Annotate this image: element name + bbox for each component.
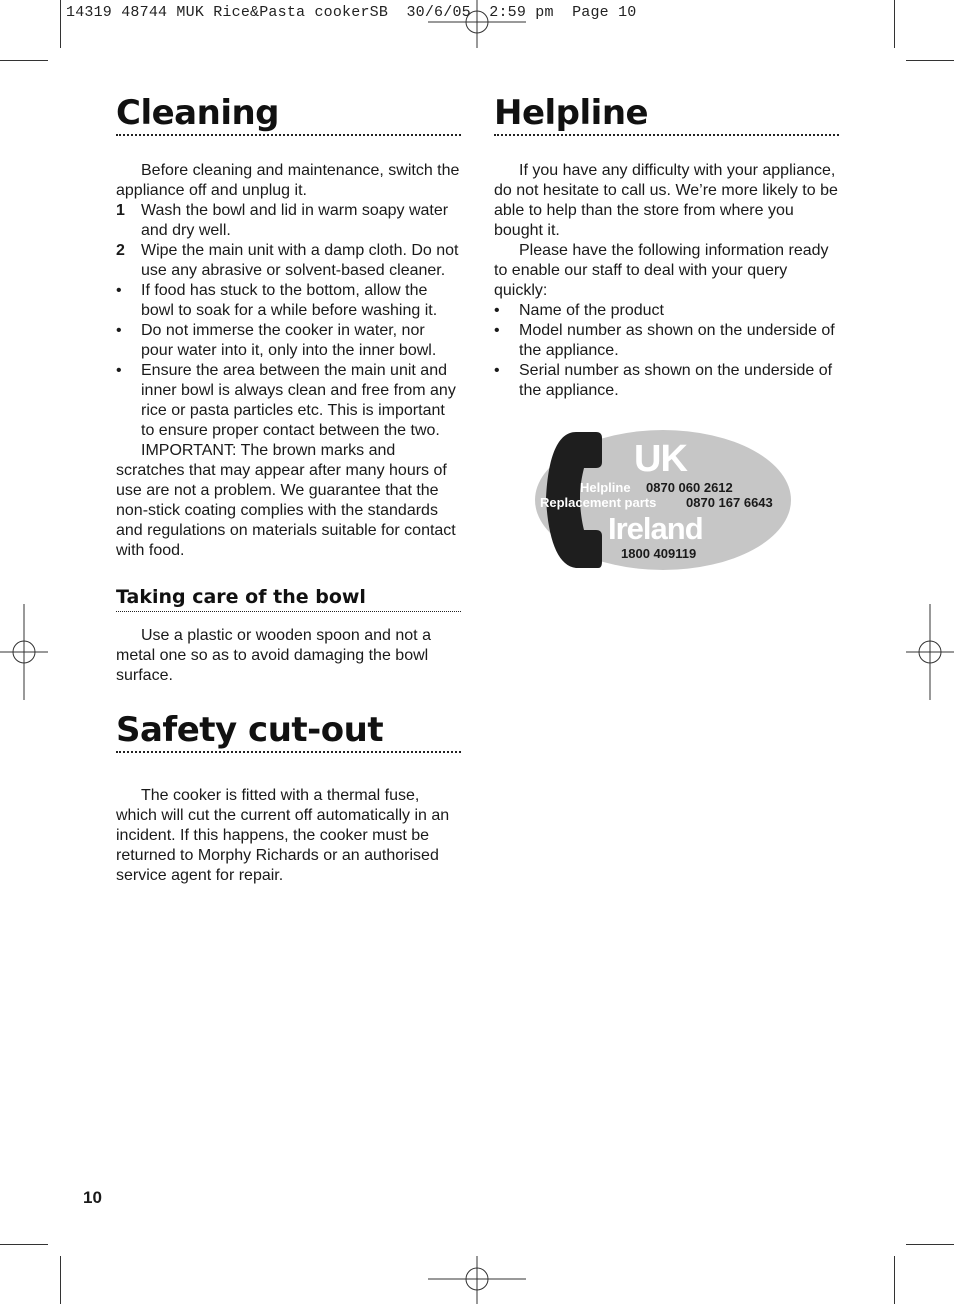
safety-text: The cooker is fitted with a thermal fuse, which will cut the current off automatically in an incident. If this happens, the cooker must be returned to Morphy Richards or an authorised service agent for repair. [116, 787, 450, 884]
cleaning-list [116, 201, 461, 441]
list-item: • Do not immerse the cooker in water, nor pour water into it, only into the inner bowl. [116, 322, 437, 359]
bowl-care-heading: Taking care of the bowl [116, 586, 366, 608]
page-number: 10 [83, 1188, 102, 1207]
crop-mark [894, 0, 895, 48]
list-item: • Ensure the area between the main unit and inner bowl is always clean and free from any rice or pasta particles etc. This is important to ensure proper contact between the two. [116, 362, 456, 439]
replacement-parts-number: 0870 167 6643 [686, 495, 773, 510]
list-item: • Model number as shown on the underside of the appliance. [494, 322, 835, 359]
helpline-label: Helpline [580, 480, 631, 495]
important-note: IMPORTANT: The brown marks and scratches that may appear after many hours of use are not a problem. We guarantee that the non-stick coating complies with the standards and regulations on materials suitable for contact with food. [116, 442, 456, 559]
bowl-care-text: Use a plastic or wooden spoon and not a metal one so as to avoid damaging the bowl surface. [116, 627, 431, 684]
crop-mark [60, 1256, 61, 1304]
registration-mark-icon [428, 1256, 526, 1304]
list-item: 1 Wash the bowl and lid in warm soapy water and dry well. [116, 202, 449, 239]
registration-mark-icon [0, 604, 48, 700]
left-column [116, 92, 461, 886]
uk-label: UK [634, 438, 687, 480]
list-item: 2 Wipe the main unit with a damp cloth. Do not use any abrasive or solvent-based cleaner. [116, 242, 459, 279]
registration-mark-icon [906, 604, 954, 700]
helpline-para-2: Please have the following information ready to enable our staff to deal with your query quickly: [494, 242, 829, 299]
cleaning-intro: Before cleaning and maintenance, switch the appliance off and unplug it. [116, 162, 460, 199]
helpline-graphic [532, 426, 794, 574]
helpline-list [494, 301, 839, 401]
crop-mark [906, 1244, 954, 1245]
crop-mark [60, 0, 61, 48]
crop-mark [906, 60, 954, 61]
ireland-label: Ireland [608, 511, 703, 546]
crop-mark [0, 60, 48, 61]
list-item: • If food has stuck to the bottom, allow the bowl to soak for a while before washing it. [116, 282, 438, 319]
list-item: • Name of the product [494, 302, 664, 319]
helpline-para-1: If you have any difficulty with your appliance, do not hesitate to call us. We’re more likely to be able to help than the store from where you bought it. [494, 162, 838, 239]
replacement-parts-label: Replacement parts [540, 495, 657, 510]
registration-mark-icon [428, 0, 526, 48]
cleaning-heading: Cleaning [116, 93, 280, 133]
safety-heading: Safety cut-out [116, 710, 384, 750]
print-slug: 14319 48744 MUK Rice&Pasta cookerSB 30/6/05 2:59 pm Page 10 [66, 4, 637, 21]
ireland-number: 1800 409119 [621, 546, 697, 561]
helpline-heading: Helpline [494, 93, 649, 133]
crop-mark [894, 1256, 895, 1304]
right-column [494, 92, 839, 401]
crop-mark [0, 1244, 48, 1245]
helpline-number: 0870 060 2612 [646, 480, 733, 495]
list-item: • Serial number as shown on the underside of the appliance. [494, 362, 833, 399]
